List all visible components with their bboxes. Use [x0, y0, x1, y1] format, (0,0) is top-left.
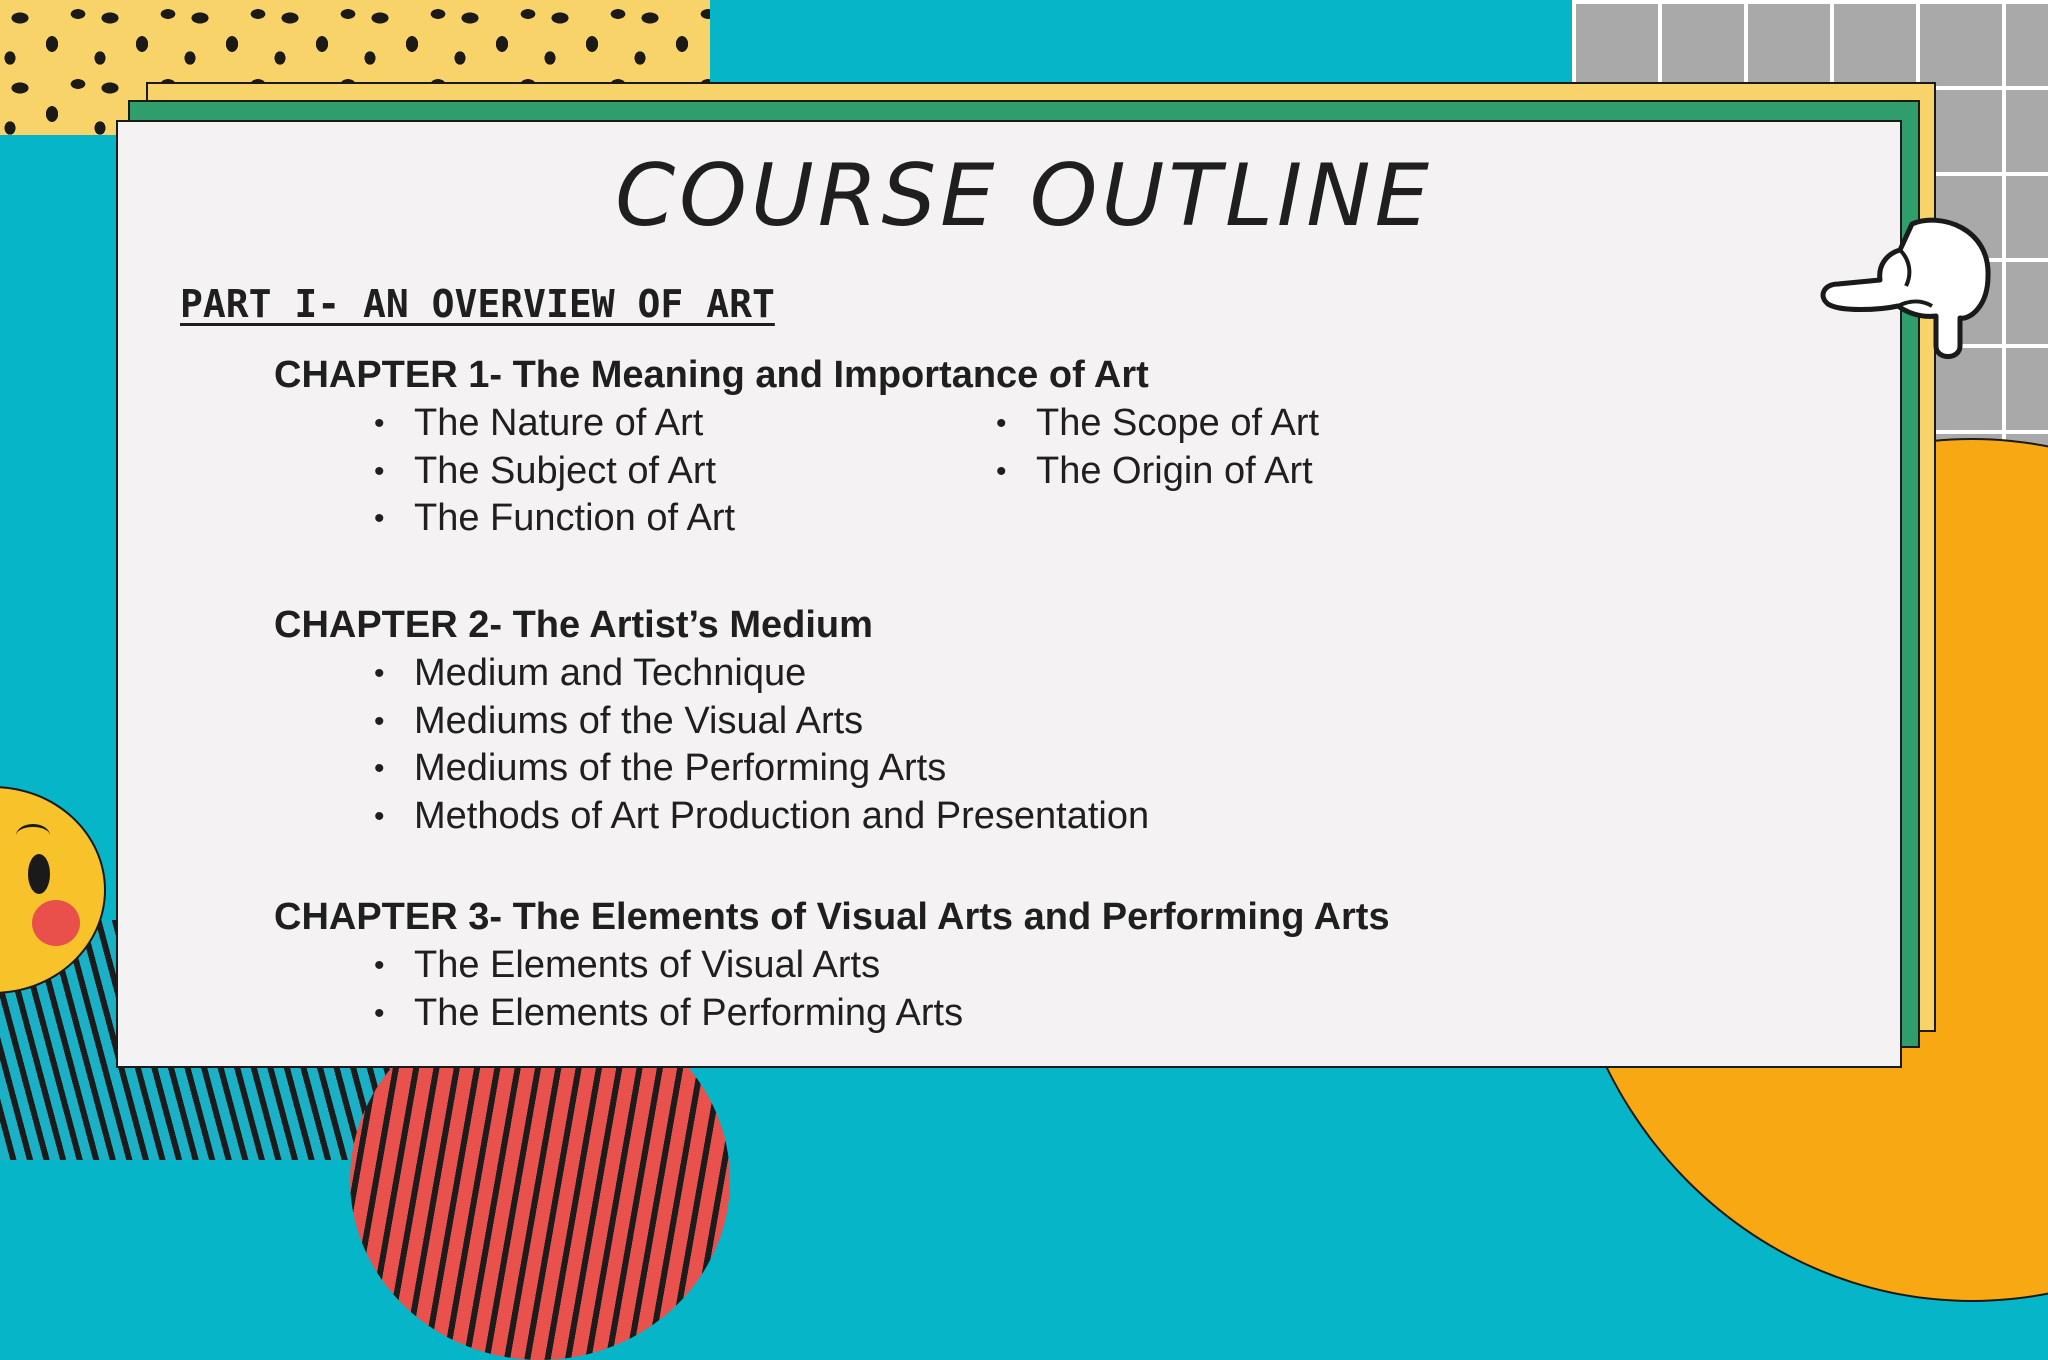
list-item: • The Elements of Performing Arts: [374, 990, 963, 1038]
list-item: • Mediums of the Performing Arts: [374, 745, 1149, 793]
bullet-icon: •: [996, 407, 1007, 440]
face-eye: [28, 854, 50, 894]
bullet-icon: •: [374, 799, 385, 833]
chapter-2-list: [374, 650, 1149, 840]
list-item: • The Subject of Art: [374, 448, 735, 496]
list-item: • The Function of Art: [374, 495, 735, 543]
bullet-icon: •: [374, 657, 385, 690]
chapter-1-heading: CHAPTER 1- The Meaning and Importance of Art: [274, 354, 1149, 396]
part-heading: PART I- AN OVERVIEW OF ART: [180, 282, 775, 326]
chapter-3-list: [374, 942, 963, 1037]
chapter-1-list-right: [996, 400, 1319, 495]
bullet-icon: •: [374, 704, 385, 738]
bullet-icon: •: [374, 752, 385, 785]
chapter-2-heading: CHAPTER 2- The Artist’s Medium: [274, 604, 873, 646]
bullet-icon: •: [374, 502, 385, 535]
list-item: • The Nature of Art: [374, 400, 735, 448]
bullet-icon: •: [374, 454, 385, 488]
face-cheek: [32, 900, 80, 946]
bullet-icon: •: [374, 949, 385, 982]
page-title: COURSE OUTLINE: [615, 146, 1433, 246]
list-item: • The Scope of Art: [996, 400, 1319, 448]
chapter-1-list-left: [374, 400, 735, 543]
bullet-icon: •: [374, 996, 385, 1030]
bullet-icon: •: [996, 454, 1007, 488]
pointing-hand-icon: [1820, 214, 2000, 364]
bullet-icon: •: [374, 407, 385, 440]
face-brow: [16, 824, 50, 847]
list-item: • Methods of Art Production and Presentation: [374, 793, 1149, 841]
list-item: • The Elements of Visual Arts: [374, 942, 963, 990]
chapter-3-heading: CHAPTER 3- The Elements of Visual Arts and Performing Arts: [274, 896, 1390, 938]
list-item: • The Origin of Art: [996, 448, 1319, 496]
list-item: • Medium and Technique: [374, 650, 1149, 698]
list-item: • Mediums of the Visual Arts: [374, 698, 1149, 746]
